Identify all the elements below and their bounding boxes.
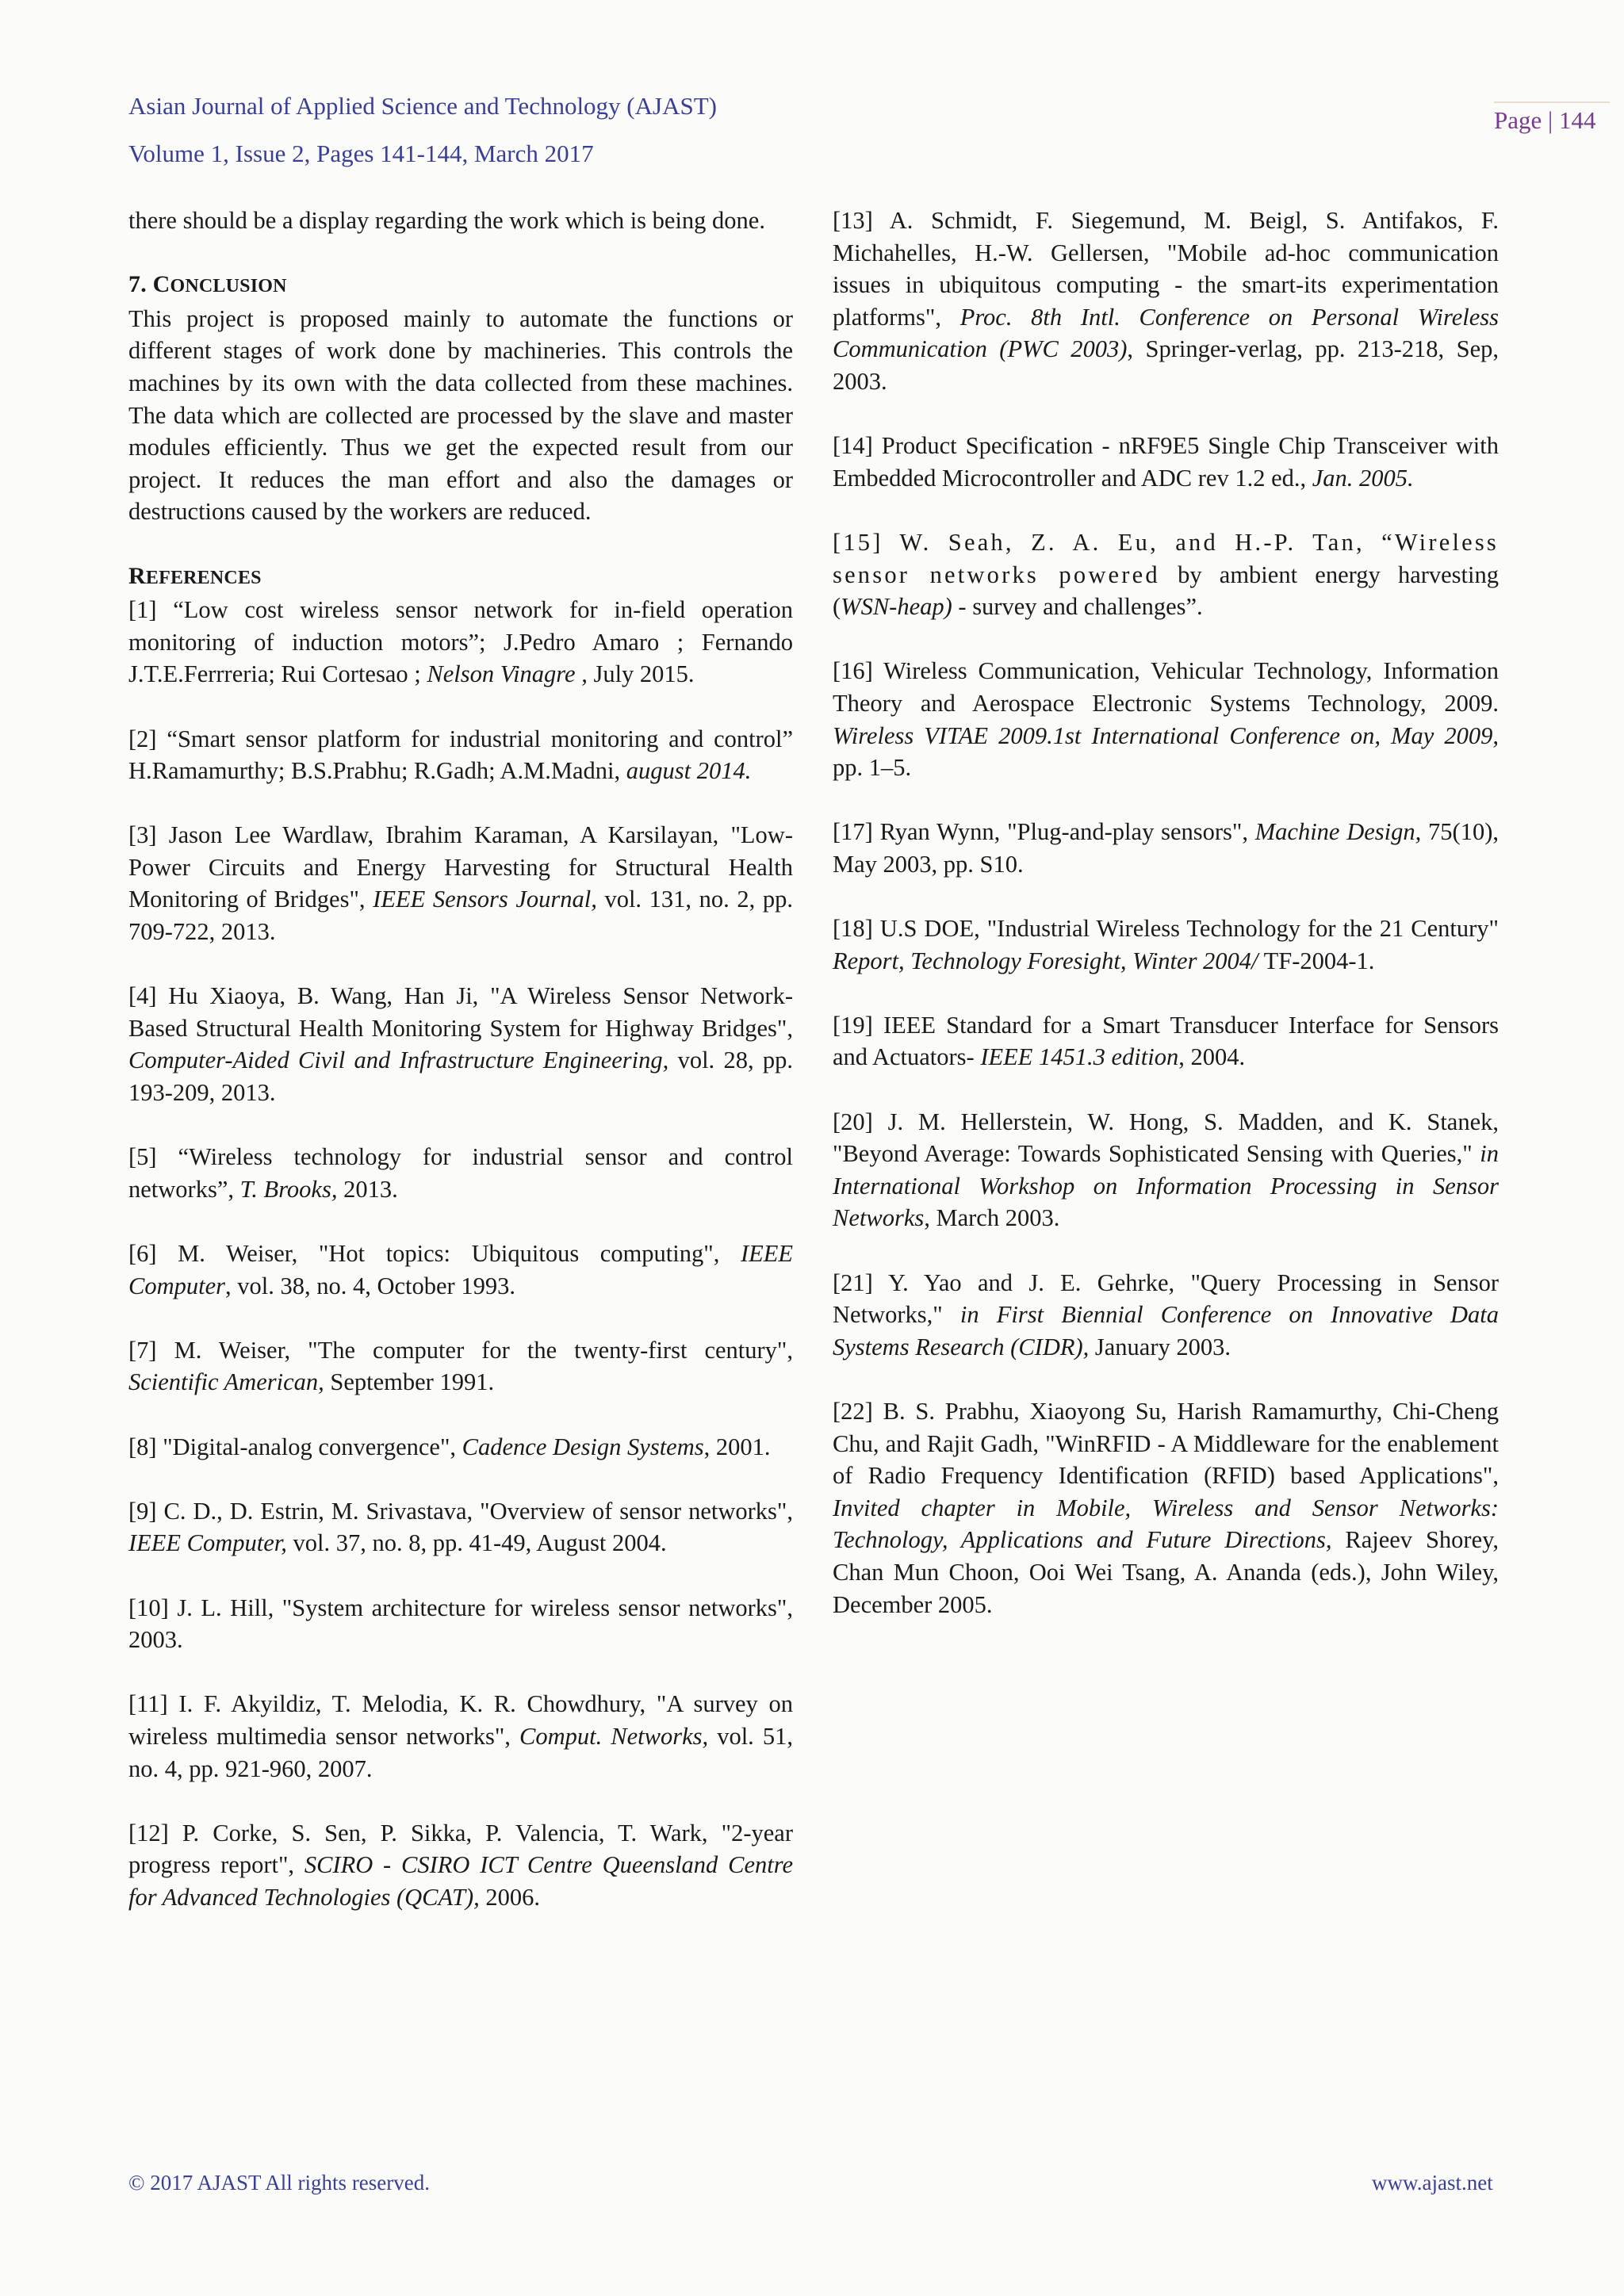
reference-5: [5] “Wireless technology for industrial sensor and control networks”, T. Brooks, 2013. xyxy=(128,1143,793,1203)
conclusion-paragraph: This project is proposed mainly to automate the functions or different stages of work done by machineries. This controls the machines by its own with the data collected from these machines. The data which are collected are processed by the slave and master modules efficiently. Thus we get the expected result from our project. It reduces the man effort and also the damages or destructions caused by the workers are reduced. xyxy=(128,304,793,526)
footer-copyright: © 2017 AJAST All rights reserved. xyxy=(128,2171,431,2195)
footer-website[interactable]: www.ajast.net xyxy=(1372,2171,1493,2195)
left-column xyxy=(128,205,793,1946)
reference-16: [16] Wireless Communication, Vehicular Technology, Information Theory and Aerospace Electronic Systems Technology, 2009. Wireless VITAE 2009.1st International Conference on, May 2009, pp. 1–5. xyxy=(833,657,1499,782)
reference-8: [8] "Digital-analog convergence", Cadence Design Systems, 2001. xyxy=(128,1433,771,1460)
reference-2: [2] “Smart sensor platform for industrial monitoring and control” H.Ramamurthy; B.S.Prabhu; R.Gadh; A.M.Madni, august 2014. xyxy=(128,725,793,785)
reference-7: [7] M. Weiser, "The computer for the twenty-first century", Scientific American, September 1991. xyxy=(128,1336,793,1396)
reference-1: [1] “Low cost wireless sensor network for in-field operation monitoring of induction motors”; J.Pedro Amaro ; Fernando J.T.E.Ferrreria; Rui Cortesao ; Nelson Vinagre , July 2015. xyxy=(128,596,793,688)
right-column xyxy=(833,205,1499,1653)
reference-17: [17] Ryan Wynn, "Plug-and-play sensors", Machine Design, 75(10), May 2003, pp. S10. xyxy=(833,818,1499,878)
reference-13: [13] A. Schmidt, F. Siegemund, M. Beigl, S. Antifakos, F. Michahelles, H.-W. Gellersen, "Mobile ad-hoc communication issues in ubiquitous computing - the smart-its experimentation platforms", Proc. 8th Intl. Conference on Personal Wireless Communication (PWC 2003), Springer-verlag, pp. 213-218, Sep, 2003. xyxy=(833,207,1500,395)
volume-info: Volume 1, Issue 2, Pages 141-144, March 2017 xyxy=(128,140,594,167)
reference-12: [12] P. Corke, S. Sen, P. Sikka, P. Valencia, T. Wark, "2-year progress report", SCIRO - CSIRO ICT Centre Queensland Centre for Advanced Technologies (QCAT), 2006. xyxy=(128,1819,793,1911)
reference-20: [20] J. M. Hellerstein, W. Hong, S. Madden, and K. Stanek, "Beyond Average: Towards Sophisticated Sensing with Queries," in International Workshop on Information Processing in Sensor Networks, March 2003. xyxy=(833,1108,1499,1232)
reference-19: [19] IEEE Standard for a Smart Transducer Interface for Sensors and Actuators- IEEE 1451.3 edition, 2004. xyxy=(833,1011,1499,1071)
references-heading: REFERENCES xyxy=(128,562,262,589)
reference-22: [22] B. S. Prabhu, Xiaoyong Su, Harish Ramamurthy, Chi-Cheng Chu, and Rajit Gadh, "WinRFID - A Middleware for the enablement of Radio Frequency Identification (RFID) based Applications", Invited chapter in Mobile, Wireless and Sensor Networks: Technology, Applications and Future Directions, Rajeev Shorey, Chan Mun Choon, Ooi Wei Tsang, A. Ananda (eds.), John Wiley, December 2005. xyxy=(833,1397,1499,1618)
journal-title: Asian Journal of Applied Science and Technology (AJAST) xyxy=(128,92,717,120)
conclusion-heading: 7. CONCLUSION xyxy=(128,271,287,298)
reference-6: [6] M. Weiser, "Hot topics: Ubiquitous computing", IEEE Computer, vol. 38, no. 4, October 1993. xyxy=(128,1240,793,1299)
reference-18: [18] U.S DOE, "Industrial Wireless Technology for the 21 Century" Report, Technology Foresight, Winter 2004/ TF-2004-1. xyxy=(833,915,1499,974)
reference-15: [15] W. Seah, Z. A. Eu, and H.-P. Tan, “Wireless sensor networks powered by ambient energy harvesting (WSN-heap) - survey and challenges”. xyxy=(833,528,1499,621)
reference-9: [9] C. D., D. Estrin, M. Srivastava, "Overview of sensor networks", IEEE Computer, vol. 37, no. 8, pp. 41-49, August 2004. xyxy=(128,1497,793,1557)
intro-paragraph: there should be a display regarding the work which is being done. xyxy=(128,207,765,234)
reference-4: [4] Hu Xiaoya, B. Wang, Han Ji, "A Wireless Sensor Network-Based Structural Health Monitoring System for Highway Bridges", Computer-Aided Civil and Infrastructure Engineering, vol. 28, pp. 193-209, 2013. xyxy=(128,982,793,1107)
reference-11: [11] I. F. Akyildiz, T. Melodia, K. R. Chowdhury, "A survey on wireless multimedia sensor networks", Comput. Networks, vol. 51, no. 4, pp. 921-960, 2007. xyxy=(128,1690,793,1782)
reference-10: [10] J. L. Hill, "System architecture for wireless sensor networks", 2003. xyxy=(128,1594,793,1654)
page-number: Page | 144 xyxy=(1494,101,1610,135)
reference-21: [21] Y. Yao and J. E. Gehrke, "Query Processing in Sensor Networks," in First Biennial Conference on Innovative Data Systems Research (CIDR), January 2003. xyxy=(833,1269,1499,1360)
reference-14: [14] Product Specification - nRF9E5 Single Chip Transceiver with Embedded Microcontroller and ADC rev 1.2 ed., Jan. 2005. xyxy=(833,432,1499,492)
reference-3: [3] Jason Lee Wardlaw, Ibrahim Karaman, A Karsilayan, "Low-Power Circuits and Energy Harvesting for Structural Health Monitoring of Bridges", IEEE Sensors Journal, vol. 131, no. 2, pp. 709-722, 2013. xyxy=(128,821,794,946)
